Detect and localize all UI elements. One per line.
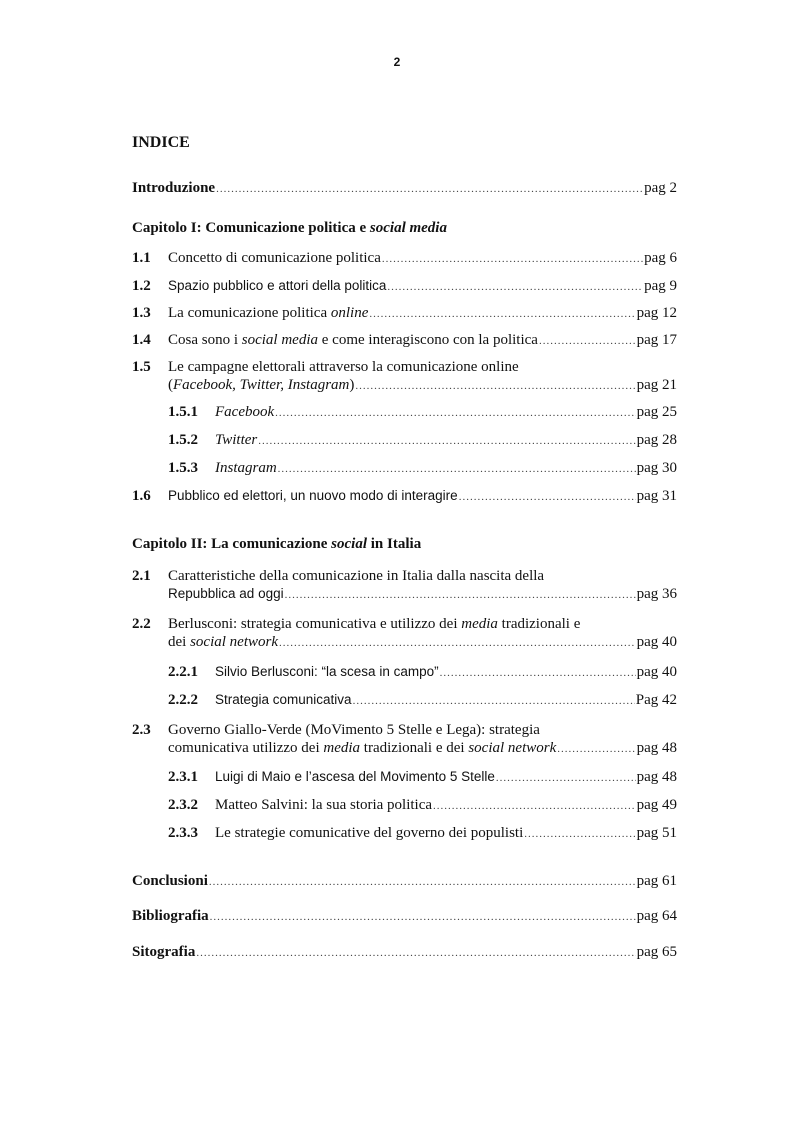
entry-page: pag 36 <box>636 586 677 602</box>
entry-page: pag 48 <box>636 769 677 785</box>
entry-page: pag 28 <box>636 432 677 448</box>
entry-page: pag 6 <box>644 250 677 266</box>
dot-leader <box>387 278 643 296</box>
toc-subentry <box>132 691 677 710</box>
dot-leader <box>216 180 643 198</box>
entry-text-italic: social media <box>241 332 319 348</box>
entry-number: 1.4 <box>132 332 151 348</box>
dot-leader <box>557 740 635 758</box>
entry-page: pag 21 <box>636 377 677 393</box>
entry-number: 1.5.2 <box>168 432 198 448</box>
entry-page: pag 25 <box>636 404 677 420</box>
entry-text: Luigi di Maio e l’ascesa del Movimento 5 Stelle <box>215 769 495 784</box>
dot-leader <box>209 873 636 891</box>
chapter-text-italic: social <box>331 536 368 552</box>
toc-subentry <box>132 824 677 843</box>
dot-leader <box>433 797 636 815</box>
entry-page: pag 64 <box>636 908 677 924</box>
entry-label: Sitografia <box>132 944 196 960</box>
toc-entry-introduzione <box>132 179 677 198</box>
entry-page: pag 49 <box>636 797 677 813</box>
entry-text-italic: social network <box>468 740 557 756</box>
toc-subentry <box>132 663 677 682</box>
toc-entry <box>132 615 677 652</box>
entry-text-line2 <box>168 739 556 757</box>
toc-entry <box>132 331 677 350</box>
entry-text-italic: media <box>461 616 498 632</box>
entry-text-part: dei <box>168 634 191 650</box>
dot-leader <box>285 586 636 604</box>
toc-entry <box>132 721 677 758</box>
entry-text: Facebook <box>215 404 275 420</box>
dot-leader <box>539 332 636 350</box>
entry-text-line2: Repubblica ad oggi <box>168 586 284 601</box>
entry-text-italic: online <box>330 305 369 321</box>
toc-entry <box>132 304 677 323</box>
entry-number: 2.3.3 <box>168 825 198 841</box>
dot-leader <box>210 908 636 926</box>
entry-page: pag 17 <box>636 332 677 348</box>
entry-text-line1 <box>168 615 580 633</box>
entry-text: Concetto di comunicazione politica <box>168 250 381 266</box>
entry-text-part: e come interagiscono con la politica <box>318 332 538 348</box>
entry-text-part: tradizionali e dei <box>360 740 469 756</box>
entry-number: 1.3 <box>132 305 151 321</box>
entry-text: Spazio pubblico e attori della politica <box>168 278 387 293</box>
dot-leader <box>196 944 635 962</box>
entry-text-part: La comunicazione politica <box>168 305 331 321</box>
entry-page: Pag 42 <box>635 692 677 708</box>
toc-subentry <box>132 768 677 787</box>
entry-text-part: Berlusconi: strategia comunicativa e utilizzo dei <box>168 616 462 632</box>
entry-text <box>168 304 368 322</box>
entry-label: Bibliografia <box>132 908 209 924</box>
entry-label: Conclusioni <box>132 873 208 889</box>
chapter-text: Capitolo II: La comunicazione <box>132 536 332 552</box>
entry-page: pag 12 <box>636 305 677 321</box>
entry-text-italic: media <box>323 740 361 756</box>
entry-page: pag 65 <box>636 944 677 960</box>
entry-number: 1.5.1 <box>168 404 198 420</box>
entry-number: 2.3.1 <box>168 769 198 785</box>
dot-leader <box>524 825 635 843</box>
dot-leader <box>355 377 635 395</box>
toc-entry <box>132 249 677 268</box>
entry-page: pag 9 <box>644 278 677 294</box>
toc-entry <box>132 567 677 604</box>
entry-text: Le strategie comunicative del governo dei populisti <box>215 825 524 841</box>
page-number: 2 <box>393 55 401 69</box>
entry-number: 2.3 <box>132 722 151 738</box>
entry-text-line1: Caratteristiche della comunicazione in Italia dalla nascita della <box>168 568 545 584</box>
entry-number: 1.1 <box>132 250 151 266</box>
dot-leader <box>382 250 643 268</box>
toc-subentry <box>132 403 677 422</box>
entry-text: Silvio Berlusconi: “la scesa in campo” <box>215 664 439 679</box>
entry-text-part: ( <box>168 377 173 393</box>
entry-text: Matteo Salvini: la sua storia politica <box>215 797 433 813</box>
entry-number: 2.2.1 <box>168 664 198 680</box>
toc-entry <box>132 358 677 395</box>
toc-entry-sitografia <box>132 943 677 962</box>
entry-page: pag 40 <box>636 634 677 650</box>
dot-leader <box>258 432 635 450</box>
entry-page: pag 31 <box>636 488 677 504</box>
entry-page: pag 61 <box>636 873 677 889</box>
entry-text-part: comunicativa utilizzo dei <box>168 740 324 756</box>
chapter-heading <box>132 536 421 553</box>
dot-leader <box>278 460 636 478</box>
chapter-heading <box>132 220 447 237</box>
entry-text-italic: Facebook, Twitter, Instagram <box>173 377 350 393</box>
entry-number: 1.6 <box>132 488 151 504</box>
entry-number: 1.5.3 <box>168 460 198 476</box>
dot-leader <box>353 692 635 710</box>
dot-leader <box>279 634 636 652</box>
toc-subentry <box>132 459 677 478</box>
entry-number: 2.2 <box>132 616 151 632</box>
entry-text-line2 <box>168 633 278 651</box>
chapter-text: in Italia <box>367 536 422 552</box>
entry-text-line1: Governo Giallo-Verde (MoVimento 5 Stelle e Lega): strategia <box>168 722 540 738</box>
dot-leader <box>369 305 635 323</box>
entry-text <box>168 331 538 349</box>
entry-number: 1.5 <box>132 359 151 375</box>
entry-text: Pubblico ed elettori, un nuovo modo di interagire <box>168 488 458 503</box>
entry-text: Instagram <box>215 460 277 476</box>
dot-leader <box>459 488 636 506</box>
toc-entry <box>132 487 677 506</box>
entry-text-part: ) <box>349 377 355 393</box>
entry-page: pag 40 <box>636 664 677 680</box>
entry-number: 2.3.2 <box>168 797 198 813</box>
entry-label: Introduzione <box>132 180 216 196</box>
entry-page: pag 30 <box>636 460 677 476</box>
toc-entry <box>132 277 677 296</box>
entry-number: 1.2 <box>132 278 151 294</box>
entry-text-line2 <box>168 376 354 394</box>
page-title: INDICE <box>132 134 190 151</box>
entry-page: pag 48 <box>636 740 677 756</box>
entry-page: pag 2 <box>644 180 677 196</box>
dot-leader <box>275 404 635 422</box>
entry-text-part: tradizionali e <box>497 616 581 632</box>
entry-page: pag 51 <box>636 825 677 841</box>
toc-entry-conclusioni <box>132 872 677 891</box>
toc-subentry <box>132 796 677 815</box>
toc-entry-bibliografia <box>132 907 677 926</box>
entry-text: Strategia comunicativa <box>215 692 352 707</box>
entry-text-italic: social network <box>190 634 278 650</box>
chapter-text: Capitolo I: Comunicazione politica e <box>132 220 370 236</box>
entry-text-part: Cosa sono i <box>168 332 242 348</box>
toc-subentry <box>132 431 677 450</box>
dot-leader <box>496 769 636 787</box>
entry-text: Twitter <box>215 432 258 448</box>
chapter-text-italic: social media <box>369 220 447 236</box>
entry-number: 2.2.2 <box>168 692 198 708</box>
entry-text-line1: Le campagne elettorali attraverso la comunicazione online <box>168 359 519 375</box>
dot-leader <box>440 664 636 682</box>
entry-number: 2.1 <box>132 568 151 584</box>
